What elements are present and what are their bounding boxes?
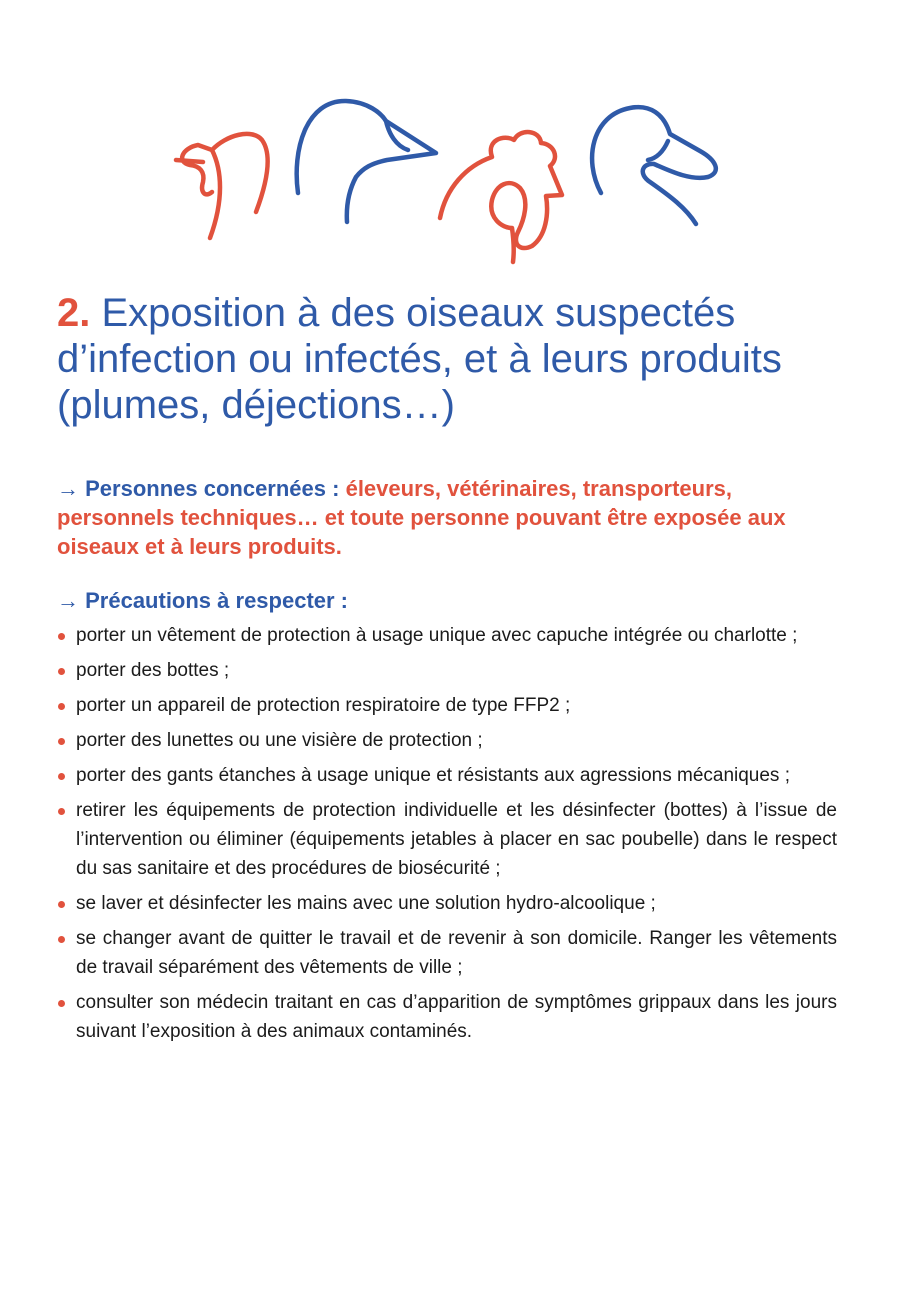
concerned-text: éleveurs, vétérinaires, transporteurs, personnels techniques… et toute personne pouvant être exposée aux oiseaux et à leurs produits. [57,476,786,559]
bullet-icon [58,668,65,675]
concerned-people [57,474,847,561]
list-item: porter un appareil de protection respiratoire de type FFP2 ; [57,691,837,720]
concerned-label: → Personnes concernées : [57,476,340,501]
list-item: retirer les équipements de protection individuelle et les désinfecter (bottes) à l’issue de l’intervention ou éliminer (équipements jetables à placer en sac poubelle) dans le respect du sas sanitaire et des procédures de biosécurité ; [57,796,837,883]
list-item: consulter son médecin traitant en cas d’apparition de symptômes grippaux dans les jours suivant l’exposition à des animaux contaminés. [57,988,837,1046]
bullet-icon [58,773,65,780]
precautions-heading: → Précautions à respecter : [57,588,349,613]
turkey-head-icon [176,134,268,238]
section-title-text: Exposition à des oiseaux suspectés d’infection ou infectés, et à leurs produits (plumes, déjections…) [57,291,782,427]
section-title [57,290,857,428]
bullet-icon [58,901,65,908]
section-number: 2. [57,291,91,335]
list-item: porter des lunettes ou une visière de protection ; [57,726,837,755]
list-item: se changer avant de quitter le travail et de revenir à son domicile. Ranger les vêtements de travail séparément des vêtements de ville ; [57,924,837,982]
bullet-icon [58,633,65,640]
rooster-head-icon [440,132,562,262]
duck-head-icon [592,107,716,224]
bullet-icon [58,738,65,745]
list-item: porter un vêtement de protection à usage unique avec capuche intégrée ou charlotte ; [57,621,837,650]
list-item: porter des gants étanches à usage unique et résistants aux agressions mécaniques ; [57,761,837,790]
list-item: porter des bottes ; [57,656,837,685]
precautions-list [57,621,837,1052]
bullet-icon [58,808,65,815]
bullet-icon [58,936,65,943]
list-item: se laver et désinfecter les mains avec une solution hydro-alcoolique ; [57,889,837,918]
goose-head-icon [297,101,436,222]
bullet-icon [58,703,65,710]
bullet-icon [58,1000,65,1007]
birds-illustration [160,88,740,278]
